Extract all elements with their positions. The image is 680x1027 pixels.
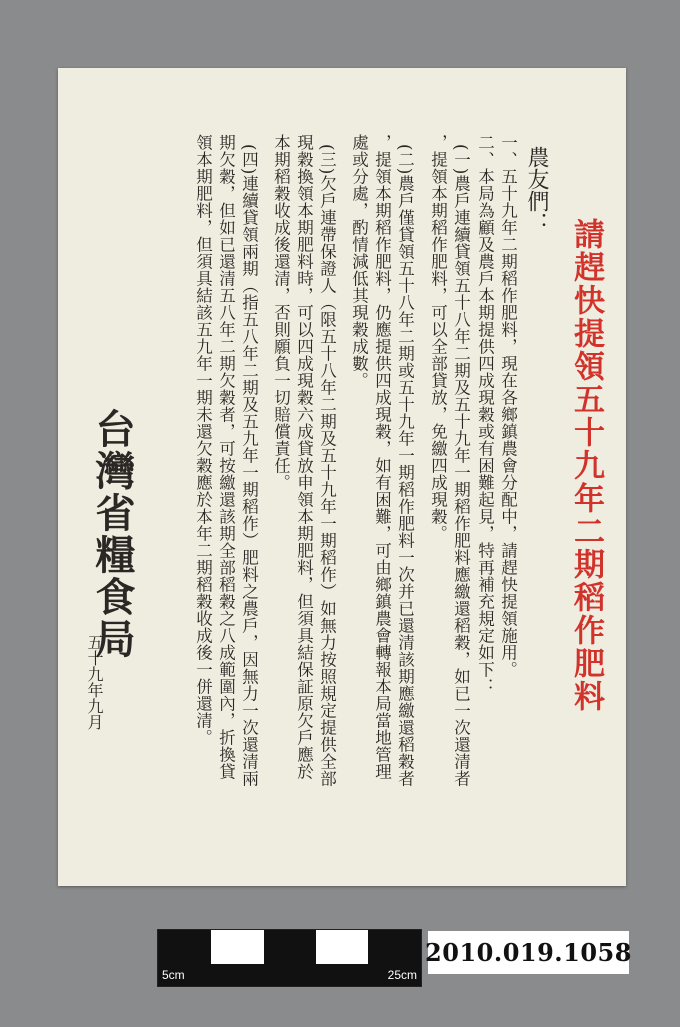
body-column-1: 一、五十九年二期稻作肥料，現在各鄉鎮農會分配中，請趕快提領施用。	[498, 134, 518, 678]
body-column-6: ，提領本期稻作肥料，仍應提供四成現穀，如有困難，可由鄉鎮農會轉報本局當地管理	[372, 134, 392, 780]
body-column-4: ，提領本期稻作肥料，可以全部貸放，免繳四成現穀。	[428, 134, 448, 542]
scale-segment	[158, 930, 211, 964]
body-column-5: (二)農戶僅貸領五十八年二期或五十九年一期稻作肥料一次并已還清該期應繳還稻穀者	[395, 144, 415, 787]
scale-strip	[158, 964, 421, 986]
body-column-8: (三)欠戶連帶保證人（限五十八年二期及五十九年一期稻作）如無力按照規定提供全部	[317, 144, 337, 787]
issue-date: 五十九年九月	[85, 634, 104, 730]
notice-title: 請趕快提領五十九年二期稻作肥料	[568, 218, 604, 713]
notice-paper	[58, 68, 626, 886]
body-column-10: 本期稻穀收成後還清，否則願負一切賠償責任。	[271, 134, 291, 491]
scale-bar	[157, 929, 422, 987]
body-column-9: 現穀換領本期肥料時，可以四成現穀六成貸放申領本期肥料，但須具結保証原欠戶應於	[294, 134, 314, 780]
accession-number: 2010.019.1058	[428, 931, 629, 974]
body-column-12: 期欠穀，但如已還清五八年二期欠穀者，可按繳還該期全部稻穀之八成範圍內，折換貸	[216, 134, 236, 780]
body-column-7: 處或分處，酌情減低其現穀成數。	[349, 134, 369, 389]
scale-label-left: 5cm	[162, 968, 185, 982]
body-column-11: (四)連續貸領兩期（指五八年二期及五九年一期稻作）肥料之農戶，因無力一次還清兩	[239, 144, 259, 787]
body-column-2: 二、本局為顧及農戶本期提供四成現穀或有困難起見，特再補充規定如下：	[475, 134, 495, 695]
scale-label-right: 25cm	[387, 968, 417, 982]
scale-segment	[264, 930, 316, 964]
issuer-name: 台灣省糧食局	[89, 408, 136, 660]
salutation: 農友們：	[524, 146, 549, 234]
body-column-3: (一)農戶連續貸領五十八年二期及五十九年一期稻作肥料應繳還稻穀，如已一次還清者	[451, 144, 471, 787]
scale-segment	[368, 930, 421, 964]
body-column-13: 領本期肥料，但須具結該五九年一期未還欠穀應於本年二期稻穀收成後一併還清。	[193, 134, 213, 746]
